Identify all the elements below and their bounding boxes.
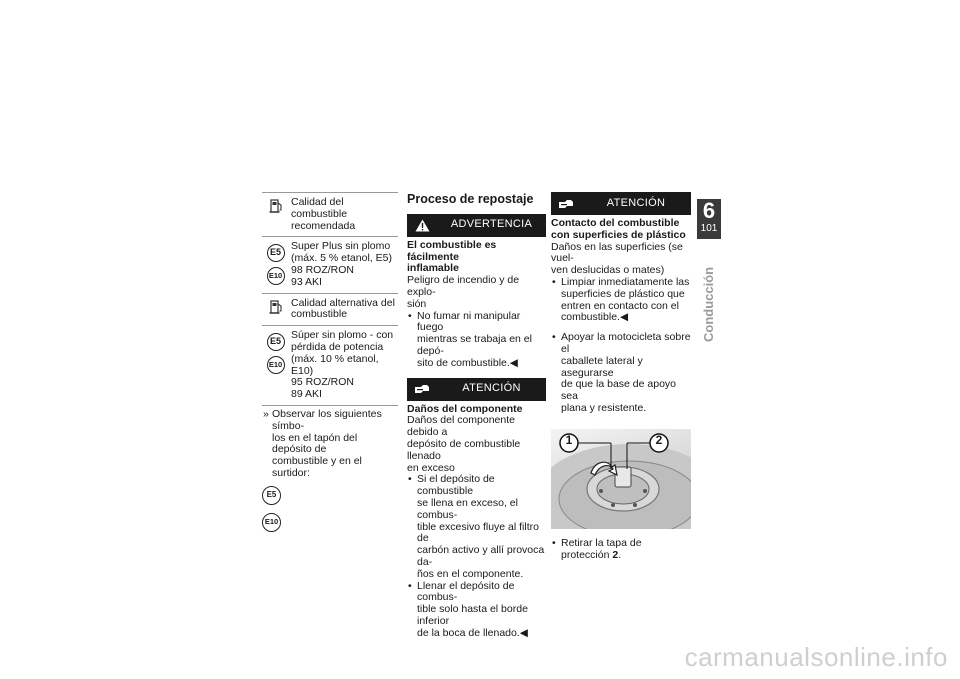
wrench-hand-icon: [407, 383, 437, 395]
watermark: carmanualsonline.info: [684, 642, 948, 672]
list-item: • Limpiar inmediatamente las superficies de plástico que entren en contacto con el combustible.◀: [552, 275, 690, 324]
e10-badge: E10: [267, 356, 285, 374]
final-step: • Retirar la tapa de protección 2.: [552, 536, 642, 561]
fuel-row-alternative-header: Calidad alternativa del combustible: [262, 293, 398, 326]
warning-body: Peligro de incendio y de explo- sión: [407, 274, 520, 310]
plastic-contact-column: [551, 192, 691, 561]
warning-title: El combustible es fácilmente inflamable: [407, 238, 497, 275]
attention-body: Daños en las superficies (se vuel- ven deslucidas o mates): [551, 240, 683, 277]
list-item: • Si el depósito de combustible se llena en exceso, el combus- tible excesivo fluye al filtro de carbón activo y allí provoca da- ños en el componente.: [408, 473, 545, 580]
callout-1: 1: [565, 432, 573, 447]
e10-badge: E10: [267, 267, 285, 285]
fuel-pump-icon: [262, 193, 289, 236]
page-number: 101: [700, 223, 718, 234]
list-item: • No fumar ni manipular fuego mientras se trabaja en el depó- sito de combustible.◀: [408, 309, 532, 369]
warning-banner: ADVERTENCIA: [407, 214, 546, 237]
list-item: • Llenar el depósito de combus- tible solo hasta el borde inferior de la boca de llenado.◀: [408, 579, 528, 639]
callout-2: 2: [655, 432, 663, 447]
instruction-step: » Observar los siguientes símbo- los en el tapón del depósito de combustible y en el surtidor:: [263, 407, 382, 479]
wrench-hand-icon: [551, 198, 581, 210]
e5-badge: E5: [267, 333, 285, 351]
list-item: • Apoyar la motocicleta sobre el caballete lateral y asegurarse de que la base de apoyo sea plana y resistente.: [552, 331, 691, 414]
warning-triangle-icon: [407, 219, 437, 232]
chapter-number: 6: [702, 198, 716, 223]
refueling-column: [407, 192, 546, 640]
attention-body: Daños del componente debido a depósito de combustible llenado en exceso: [407, 414, 521, 474]
attention-title: Daños del componente: [407, 402, 523, 415]
fuel-quality-column: [262, 192, 398, 534]
section-heading: Proceso de repostaje: [407, 192, 534, 206]
attention-title: Contacto del combustible con superficies de plástico: [551, 217, 686, 241]
section-label: Conducción: [701, 266, 716, 342]
attention-banner: ATENCIÓN: [551, 192, 691, 215]
chapter-tab: [697, 199, 721, 239]
fuel-row-recommended-header: Calidad del combustible recomendada: [262, 192, 398, 236]
fuel-row-alternative: E5 E10 Súper sin plomo - con pérdida de potencia (máx. 10 % etanol, E10) 95 ROZ/RON 89 AKI: [262, 325, 398, 406]
e10-badge: E10: [262, 513, 281, 532]
fuel-pump-icon: [262, 294, 289, 326]
e5-badge: E5: [262, 486, 281, 505]
fuel-row-recommended: E5 E10 Super Plus sin plomo (máx. 5 % etanol, E5) 98 ROZ/RON 93 AKI: [262, 236, 398, 292]
e5-badge: E5: [267, 244, 285, 262]
fuel-cap-photo: [551, 429, 691, 529]
attention-banner: ATENCIÓN: [407, 378, 546, 401]
